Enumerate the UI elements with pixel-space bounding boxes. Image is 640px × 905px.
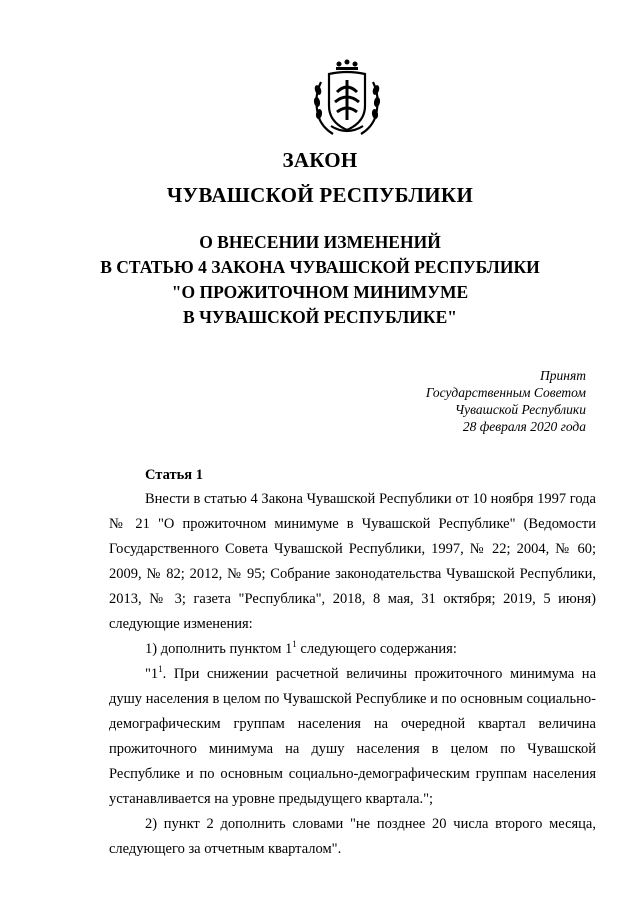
article-heading: Статья 1: [145, 467, 203, 483]
law-heading: ЗАКОН: [282, 148, 358, 172]
adoption-line-1: Принят: [540, 368, 586, 383]
adoption-line-2: Государственным Советом: [425, 385, 586, 400]
article-body: [109, 487, 596, 862]
adoption-date: 28 февраля 2020 года: [462, 419, 586, 434]
adoption-line-3: Чувашской Республики: [454, 402, 586, 417]
subtitle-line-1: О ВНЕСЕНИИ ИЗМЕНЕНИЙ: [199, 232, 441, 252]
paragraph-item-1-text: "$1^1$. При снижении расчетной величины прожиточного минимума на душу населения в целом по Чувашской Республике и по основным социально-демографическим группам населения на очередной квартал величина прожиточного минимума на душу населения в целом по Чувашской Республике и по основным социально-демографическим группам населения устанавливается на уровне предыдущего квартала.";: [109, 664, 596, 807]
paragraph-intro: Внести в статью 4 Закона Чувашской Республики от 10 ноября 1997 года № 21 "О прожиточном минимуме в Чувашской Республике" (Ведомости Государственного Совета Чувашской Республики, 1997, № 22; 2004, № 60; 2009, № 82; 2012, № 95; Собрание законодательства Чувашской Республики, 2013, № 3; газета "Республика", 2018, 8 мая, 31 октября; 2019, 5 июня) следующие изменения:: [109, 491, 596, 632]
subtitle-line-3: "О ПРОЖИТОЧНОМ МИНИМУМЕ: [171, 282, 469, 302]
paragraph-item-2: 2) пункт 2 дополнить словами "не позднее 20 числа второго месяца, следующего за отчетным кварталом".: [109, 816, 596, 857]
coat-of-arms-emblem: [309, 58, 385, 140]
subtitle-line-2: В СТАТЬЮ 4 ЗАКОНА ЧУВАШСКОЙ РЕСПУБЛИКИ: [100, 257, 540, 277]
paragraph-item-1: 1) дополнить пунктом $1^1$ следующего содержания:: [145, 639, 457, 657]
subtitle-line-4: В ЧУВАШСКОЙ РЕСПУБЛИКЕ": [183, 307, 457, 327]
adoption-note: [346, 367, 586, 435]
republic-heading: ЧУВАШСКОЙ РЕСПУБЛИКИ: [166, 183, 474, 207]
